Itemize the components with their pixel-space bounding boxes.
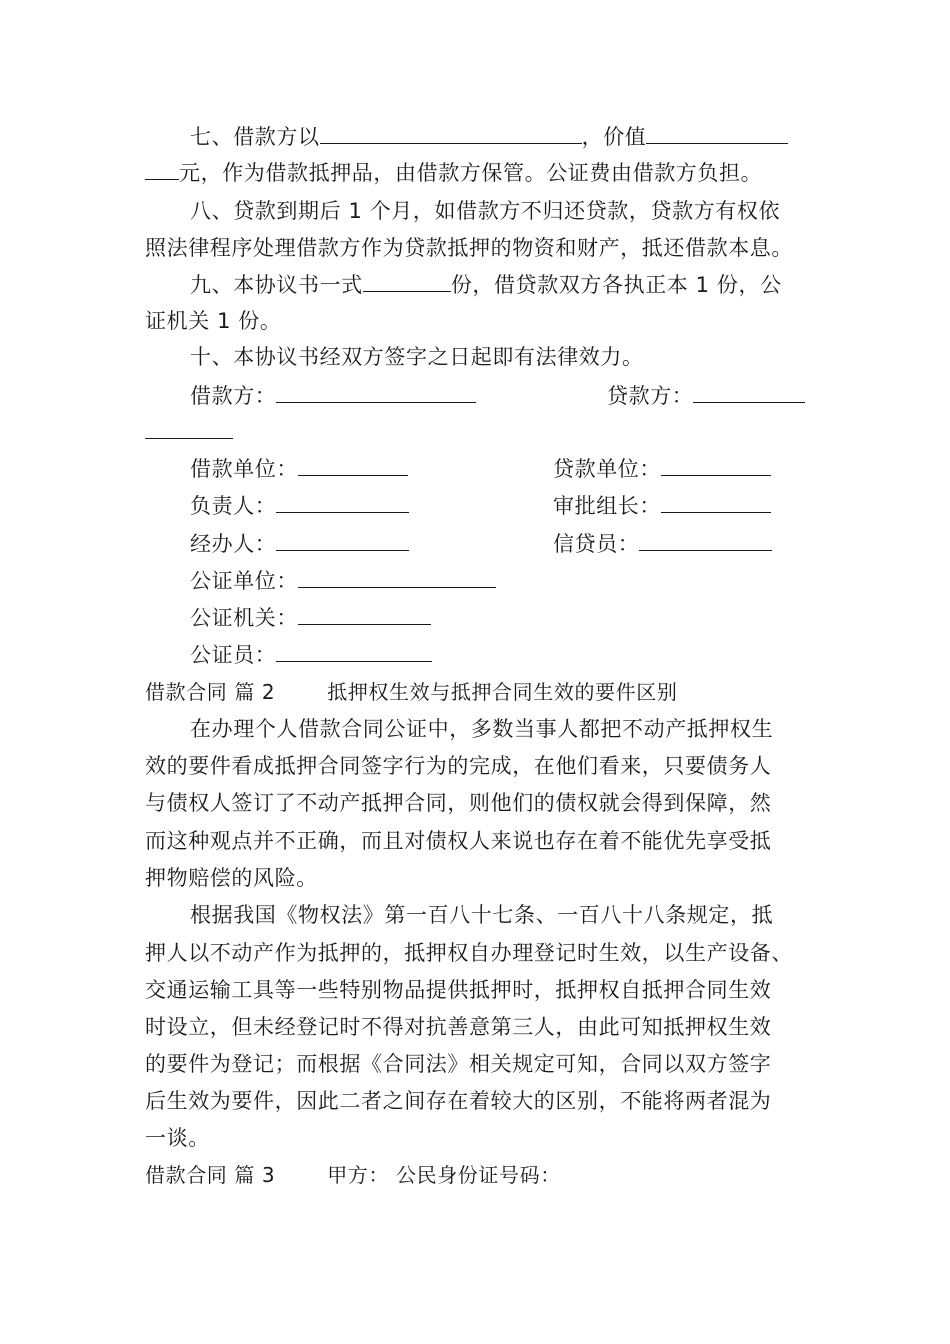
collateral-blank[interactable]	[320, 121, 582, 144]
value-blank[interactable]	[646, 121, 788, 144]
clause-7-line-1: 七、借款方以 ，价值	[190, 121, 810, 152]
clause-7-line-2: 元，作为借款抵押品，由借款方保管。公证费由借款方负担。	[145, 157, 810, 188]
lender-blank-cont[interactable]	[145, 416, 233, 447]
person-in-charge-blank[interactable]	[276, 490, 409, 513]
article-2-p1-line: 与债权人签订了不动产抵押合同，则他们的债权就会得到保障，然	[145, 791, 772, 815]
clause-9-line-2: 证机关 1 份。	[145, 309, 282, 333]
clause-10: 十、本协议书经双方签字之日起即有法律效力。	[190, 345, 644, 369]
lender-unit: 贷款单位：	[553, 453, 771, 484]
article-3-title: 甲方： 公民身份证号码：	[327, 1163, 561, 1187]
article-2-p1-line: 在办理个人借款合同公证中，多数当事人都把不动产抵押权生	[190, 717, 774, 741]
handler: 经办人：	[190, 528, 409, 559]
article-2-title: 抵押权生效与抵押合同生效的要件区别	[327, 680, 678, 704]
approval-leader-blank[interactable]	[661, 490, 771, 513]
clause-9-line-1: 九、本协议书一式 份，借贷款双方各执正本 1 份，公	[190, 269, 810, 300]
person-in-charge: 负责人：	[190, 490, 409, 521]
notary-unit: 公证单位：	[190, 565, 496, 596]
notary-office: 公证机关：	[190, 602, 431, 633]
copies-blank[interactable]	[363, 269, 451, 292]
article-2-p2-line: 押人以不动产作为抵押的，抵押权自办理登记时生效，以生产设备、	[145, 941, 793, 965]
notary-office-blank[interactable]	[298, 602, 431, 625]
lender-signature: 贷款方：	[607, 380, 805, 411]
lender-unit-blank[interactable]	[661, 453, 771, 476]
notary-blank[interactable]	[276, 639, 432, 662]
article-2-heading: 借款合同 篇 2 抵押权生效与抵押合同生效的要件区别	[145, 680, 678, 704]
article-2-p2-line: 一谈。	[145, 1126, 210, 1150]
lender-blank[interactable]	[693, 380, 805, 403]
article-2-p2-line: 交通运输工具等一些特别物品提供抵押时，抵押权自抵押合同生效	[145, 978, 772, 1002]
borrower-blank[interactable]	[276, 380, 476, 403]
article-2-p2-line: 根据我国《物权法》第一百八十七条、一百八十八条规定，抵	[190, 903, 774, 927]
article-2-p1-line: 效的要件看成抵押合同签字行为的完成，在他们看来，只要债务人	[145, 754, 772, 778]
article-2-p2-line: 后生效为要件，因此二者之间存在着较大的区别，不能将两者混为	[145, 1089, 772, 1113]
clause-8-line-2: 照法律程序处理借款方作为贷款抵押的物资和财产，抵还借款本息。	[145, 236, 793, 260]
article-3-heading: 借款合同 篇 3 甲方： 公民身份证号码：	[145, 1163, 561, 1187]
article-2-p1-line: 押物赔偿的风险。	[145, 866, 318, 890]
borrower-unit: 借款单位：	[190, 453, 408, 484]
approval-leader: 审批组长：	[553, 490, 771, 521]
credit-officer-blank[interactable]	[639, 528, 772, 551]
notary: 公证员：	[190, 639, 432, 670]
borrower-unit-blank[interactable]	[298, 453, 408, 476]
clause-8-line-1: 八、贷款到期后 1 个月，如借款方不归还贷款，贷款方有权依	[190, 199, 781, 223]
article-2-p2-line: 时设立，但未经登记时不得对抗善意第三人，由此可知抵押权生效	[145, 1015, 772, 1039]
borrower-signature: 借款方：	[190, 380, 476, 411]
article-2-p2-line: 的要件为登记；而根据《合同法》相关规定可知，合同以双方签字	[145, 1052, 772, 1076]
value-blank-cont[interactable]	[145, 157, 179, 180]
handler-blank[interactable]	[276, 528, 409, 551]
notary-unit-blank[interactable]	[298, 565, 496, 588]
credit-officer: 信贷员：	[553, 528, 772, 559]
article-2-p1-line: 而这种观点并不正确，而且对债权人来说也存在着不能优先享受抵	[145, 829, 772, 853]
